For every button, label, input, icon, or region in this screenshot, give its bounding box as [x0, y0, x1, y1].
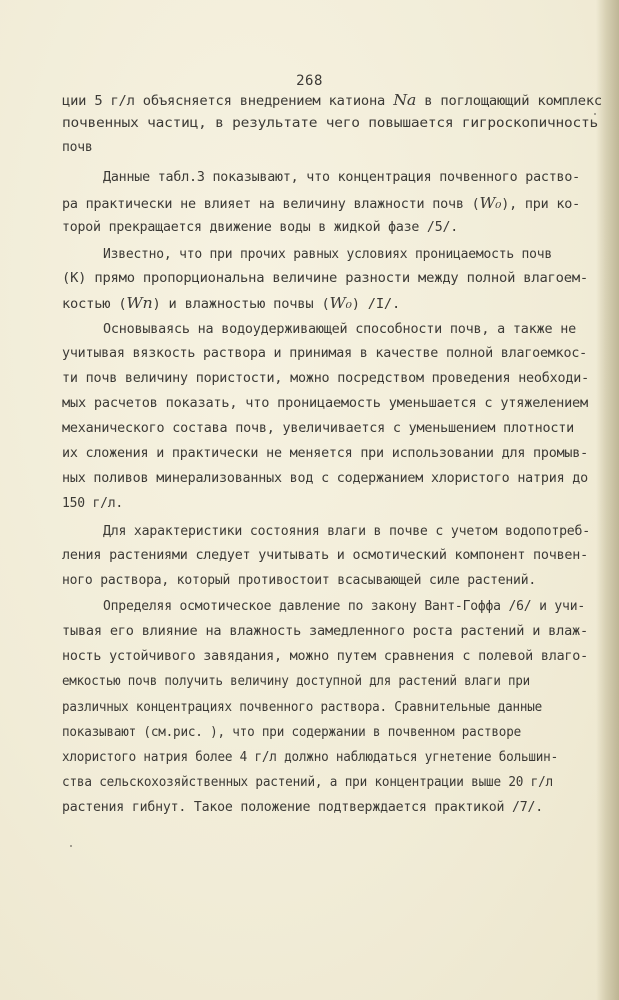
text-line	[62, 800, 543, 816]
line-text: Известно, что при прочих равных условиях проницаемость почв	[103, 247, 552, 262]
line-text: почв	[62, 140, 93, 155]
line-text: учитывая вязкость раствора и принимая в качестве полной влагоемкос-	[62, 346, 587, 361]
line-text: хлористого натрия более 4 г/л должно наблюдаться угнетение большин-	[62, 750, 558, 765]
text-line	[62, 649, 588, 665]
text-line	[62, 346, 587, 362]
text-line	[62, 471, 588, 487]
text-line	[62, 496, 123, 512]
line-text: показывают (см.рис. ), что при содержании в почвенном растворе	[62, 725, 521, 740]
text-line	[62, 271, 588, 287]
line-text: ного раствора, который противостоит всасывающей силе растений.	[62, 573, 536, 588]
paper-speck	[594, 113, 596, 115]
text-line	[62, 421, 574, 437]
page-number: 268	[296, 73, 323, 89]
paper-speck	[70, 845, 72, 847]
line-text: ных поливов минерализованных вод с содержанием хлористого натрия до	[62, 471, 588, 486]
text-line	[103, 524, 590, 540]
line-text: 150 г/л.	[62, 496, 124, 511]
text-line	[103, 247, 552, 263]
text-line	[62, 396, 588, 412]
line-text: (К) прямо пропорциональна величине разности между полной влагоем-	[62, 271, 588, 286]
text-line	[62, 775, 553, 791]
text-line	[62, 750, 558, 766]
text-line	[103, 599, 585, 615]
text-line	[103, 170, 580, 186]
text-line	[62, 295, 400, 313]
text-line	[62, 548, 588, 564]
line-text: Для характеристики состояния влаги в почве с учетом водопотреб-	[103, 524, 590, 539]
text-line	[62, 700, 542, 716]
text-line	[62, 116, 598, 132]
line-text: ства сельскохозяйственных растений, а при концентрации выше 20 г/л	[62, 775, 553, 790]
line-text: торой прекращается движение воды в жидкой фазе /5/.	[62, 220, 458, 235]
line-text: механического состава почв, увеличивается с уменьшением плотности	[62, 421, 574, 436]
handwritten-symbol: Wn	[126, 294, 153, 312]
line-text: Определяя осмотическое давление по закону Вант-Гоффа /6/ и учи-	[103, 599, 585, 614]
line-text: ) и влажностью почвы (	[152, 297, 330, 312]
line-text: тывая его влияние на влажность замедленного роста растений и влаж-	[62, 624, 588, 639]
text-line	[62, 195, 580, 213]
line-text: растения гибнут. Такое положение подтверждается практикой /7/.	[62, 800, 543, 815]
line-text: ) /I/.	[351, 297, 400, 312]
text-line	[62, 446, 588, 462]
line-text: Основываясь на водоудерживающей способности почв, а также не	[103, 322, 576, 337]
text-line	[62, 573, 536, 589]
line-text: в поглощающий комплекс	[416, 94, 602, 109]
line-text: ), при ко-	[501, 197, 580, 212]
line-text: ра практически не влияет на величину влажности почв (	[62, 197, 480, 212]
line-text: Данные табл.3 показывают, что концентрация почвенного раство-	[103, 170, 580, 185]
line-text: ти почв величину пористости, можно посредством проведения необходи-	[62, 371, 589, 386]
text-line	[62, 371, 589, 387]
line-text: их сложения и практически не меняется при использовании для промыв-	[62, 446, 588, 461]
text-line	[103, 322, 576, 338]
line-text: ления растениями следует учитывать и осмотический компонент почвен-	[62, 548, 588, 563]
text-line	[62, 92, 602, 110]
handwritten-symbol: Na	[393, 91, 417, 109]
line-text: ции 5 г/л объясняется внедрением катиона	[62, 94, 394, 109]
text-line	[62, 725, 521, 741]
line-text: мых расчетов показать, что проницаемость уменьшается с утяжелением	[62, 396, 588, 411]
line-text: емкостью почв получить величину доступной для растений влаги при	[62, 674, 530, 689]
text-line	[62, 140, 93, 156]
line-text: различных концентрациях почвенного раствора. Сравнительные данные	[62, 700, 542, 715]
line-text: костью (	[62, 297, 127, 312]
line-text: ность устойчивого завядания, можно путем сравнения с полевой влаго-	[62, 649, 588, 664]
line-text: почвенных частиц, в результате чего повышается гигроскопичность	[62, 116, 598, 131]
text-line	[62, 674, 530, 690]
text-line	[62, 624, 588, 640]
handwritten-symbol: W₀	[329, 294, 352, 312]
text-line	[62, 220, 458, 236]
handwritten-symbol: W₀	[479, 194, 502, 212]
